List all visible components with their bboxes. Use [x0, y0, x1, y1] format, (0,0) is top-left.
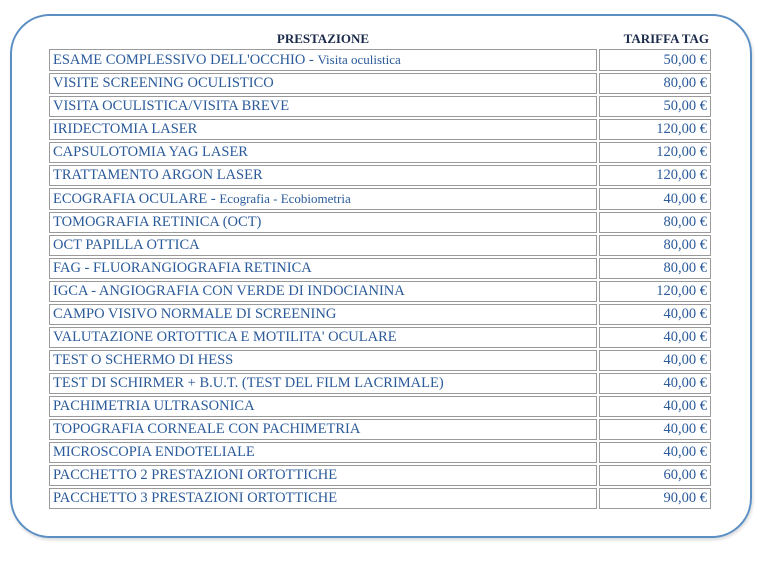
table-row: [49, 96, 711, 117]
table-row: [49, 396, 711, 417]
price-cell: 120,00 €: [599, 119, 711, 140]
service-cell: [49, 396, 597, 417]
service-name: IGCA - ANGIOGRAFIA CON VERDE DI INDOCIANINA: [53, 283, 405, 299]
service-cell: [49, 142, 597, 163]
table-row: [49, 419, 711, 440]
service-cell: [49, 73, 597, 94]
price-cell: 120,00 €: [599, 165, 711, 186]
header-price: TARIFFA TAG: [623, 31, 709, 46]
service-cell: [49, 419, 597, 440]
service-name: TOMOGRAFIA RETINICA (OCT): [53, 214, 262, 230]
service-name: CAPSULOTOMIA YAG LASER: [53, 144, 248, 160]
service-cell: [49, 96, 597, 117]
service-cell: [49, 327, 597, 348]
table-row: [49, 488, 711, 509]
service-name: FAG - FLUORANGIOGRAFIA RETINICA: [53, 260, 312, 276]
service-cell: [49, 465, 597, 486]
service-name: PACCHETTO 3 PRESTAZIONI ORTOTTICHE: [53, 490, 338, 506]
service-cell: [49, 281, 597, 302]
service-name: TEST DI SCHIRMER + B.U.T. (TEST DEL FILM LACRIMALE): [53, 375, 444, 391]
table-row: [49, 235, 711, 256]
table-body: [49, 49, 711, 509]
service-cell: [49, 488, 597, 509]
service-cell: [49, 373, 597, 394]
service-name: IRIDECTOMIA LASER: [53, 121, 198, 137]
service-cell: [49, 304, 597, 325]
price-cell: 120,00 €: [599, 281, 711, 302]
price-cell: 80,00 €: [599, 212, 711, 233]
service-name: VISITA OCULISTICA/VISITA BREVE: [53, 98, 290, 114]
service-name: VALUTAZIONE ORTOTTICA E MOTILITA' OCULARE: [53, 329, 397, 345]
service-name: PACHIMETRIA ULTRASONICA: [53, 398, 255, 414]
service-name: CAMPO VISIVO NORMALE DI SCREENING: [53, 306, 337, 322]
service-cell: [49, 188, 597, 210]
table-row: [49, 373, 711, 394]
service-name: OCT PAPILLA OTTICA: [53, 237, 200, 253]
service-cell: [49, 235, 597, 256]
table-row: [49, 258, 711, 279]
header-service: PRESTAZIONE: [276, 31, 370, 46]
price-cell: 80,00 €: [599, 258, 711, 279]
service-cell: [49, 442, 597, 463]
table-row: [49, 281, 711, 302]
table-row: [49, 49, 711, 71]
price-cell: 90,00 €: [599, 488, 711, 509]
price-cell: 50,00 €: [599, 49, 711, 71]
service-cell: [49, 165, 597, 186]
service-name: TEST O SCHERMO DI HESS: [53, 352, 234, 368]
price-table: [47, 29, 713, 511]
price-cell: 120,00 €: [599, 142, 711, 163]
price-cell: 40,00 €: [599, 188, 711, 210]
service-name: ECOGRAFIA OCULARE -: [53, 191, 220, 207]
table-row: [49, 142, 711, 163]
table-row: [49, 442, 711, 463]
service-detail: Visita oculistica: [317, 52, 401, 67]
price-cell: 40,00 €: [599, 373, 711, 394]
table-row: [49, 327, 711, 348]
service-cell: [49, 350, 597, 371]
service-detail: Ecografia - Ecobiometria: [219, 191, 351, 206]
price-cell: 80,00 €: [599, 73, 711, 94]
price-cell: 40,00 €: [599, 350, 711, 371]
service-cell: [49, 258, 597, 279]
price-cell: 60,00 €: [599, 465, 711, 486]
service-cell: [49, 212, 597, 233]
service-name: TRATTAMENTO ARGON LASER: [53, 167, 263, 183]
table-row: [49, 465, 711, 486]
service-name: TOPOGRAFIA CORNEALE CON PACHIMETRIA: [53, 421, 361, 437]
service-name: ESAME COMPLESSIVO DELL'OCCHIO -: [53, 52, 318, 68]
table-row: [49, 119, 711, 140]
price-cell: 40,00 €: [599, 327, 711, 348]
table-row: [49, 188, 711, 210]
price-cell: 40,00 €: [599, 304, 711, 325]
service-name: PACCHETTO 2 PRESTAZIONI ORTOTTICHE: [53, 467, 338, 483]
table-row: [49, 350, 711, 371]
service-name: VISITE SCREENING OCULISTICO: [53, 75, 274, 91]
price-cell: 80,00 €: [599, 235, 711, 256]
table-row: [49, 73, 711, 94]
service-name: MICROSCOPIA ENDOTELIALE: [53, 444, 255, 460]
price-cell: 40,00 €: [599, 419, 711, 440]
table-header-row: [49, 31, 711, 47]
service-cell: [49, 119, 597, 140]
price-cell: 50,00 €: [599, 96, 711, 117]
table-row: [49, 165, 711, 186]
price-cell: 40,00 €: [599, 396, 711, 417]
table-row: [49, 212, 711, 233]
price-cell: 40,00 €: [599, 442, 711, 463]
table-row: [49, 304, 711, 325]
service-cell: [49, 49, 597, 71]
